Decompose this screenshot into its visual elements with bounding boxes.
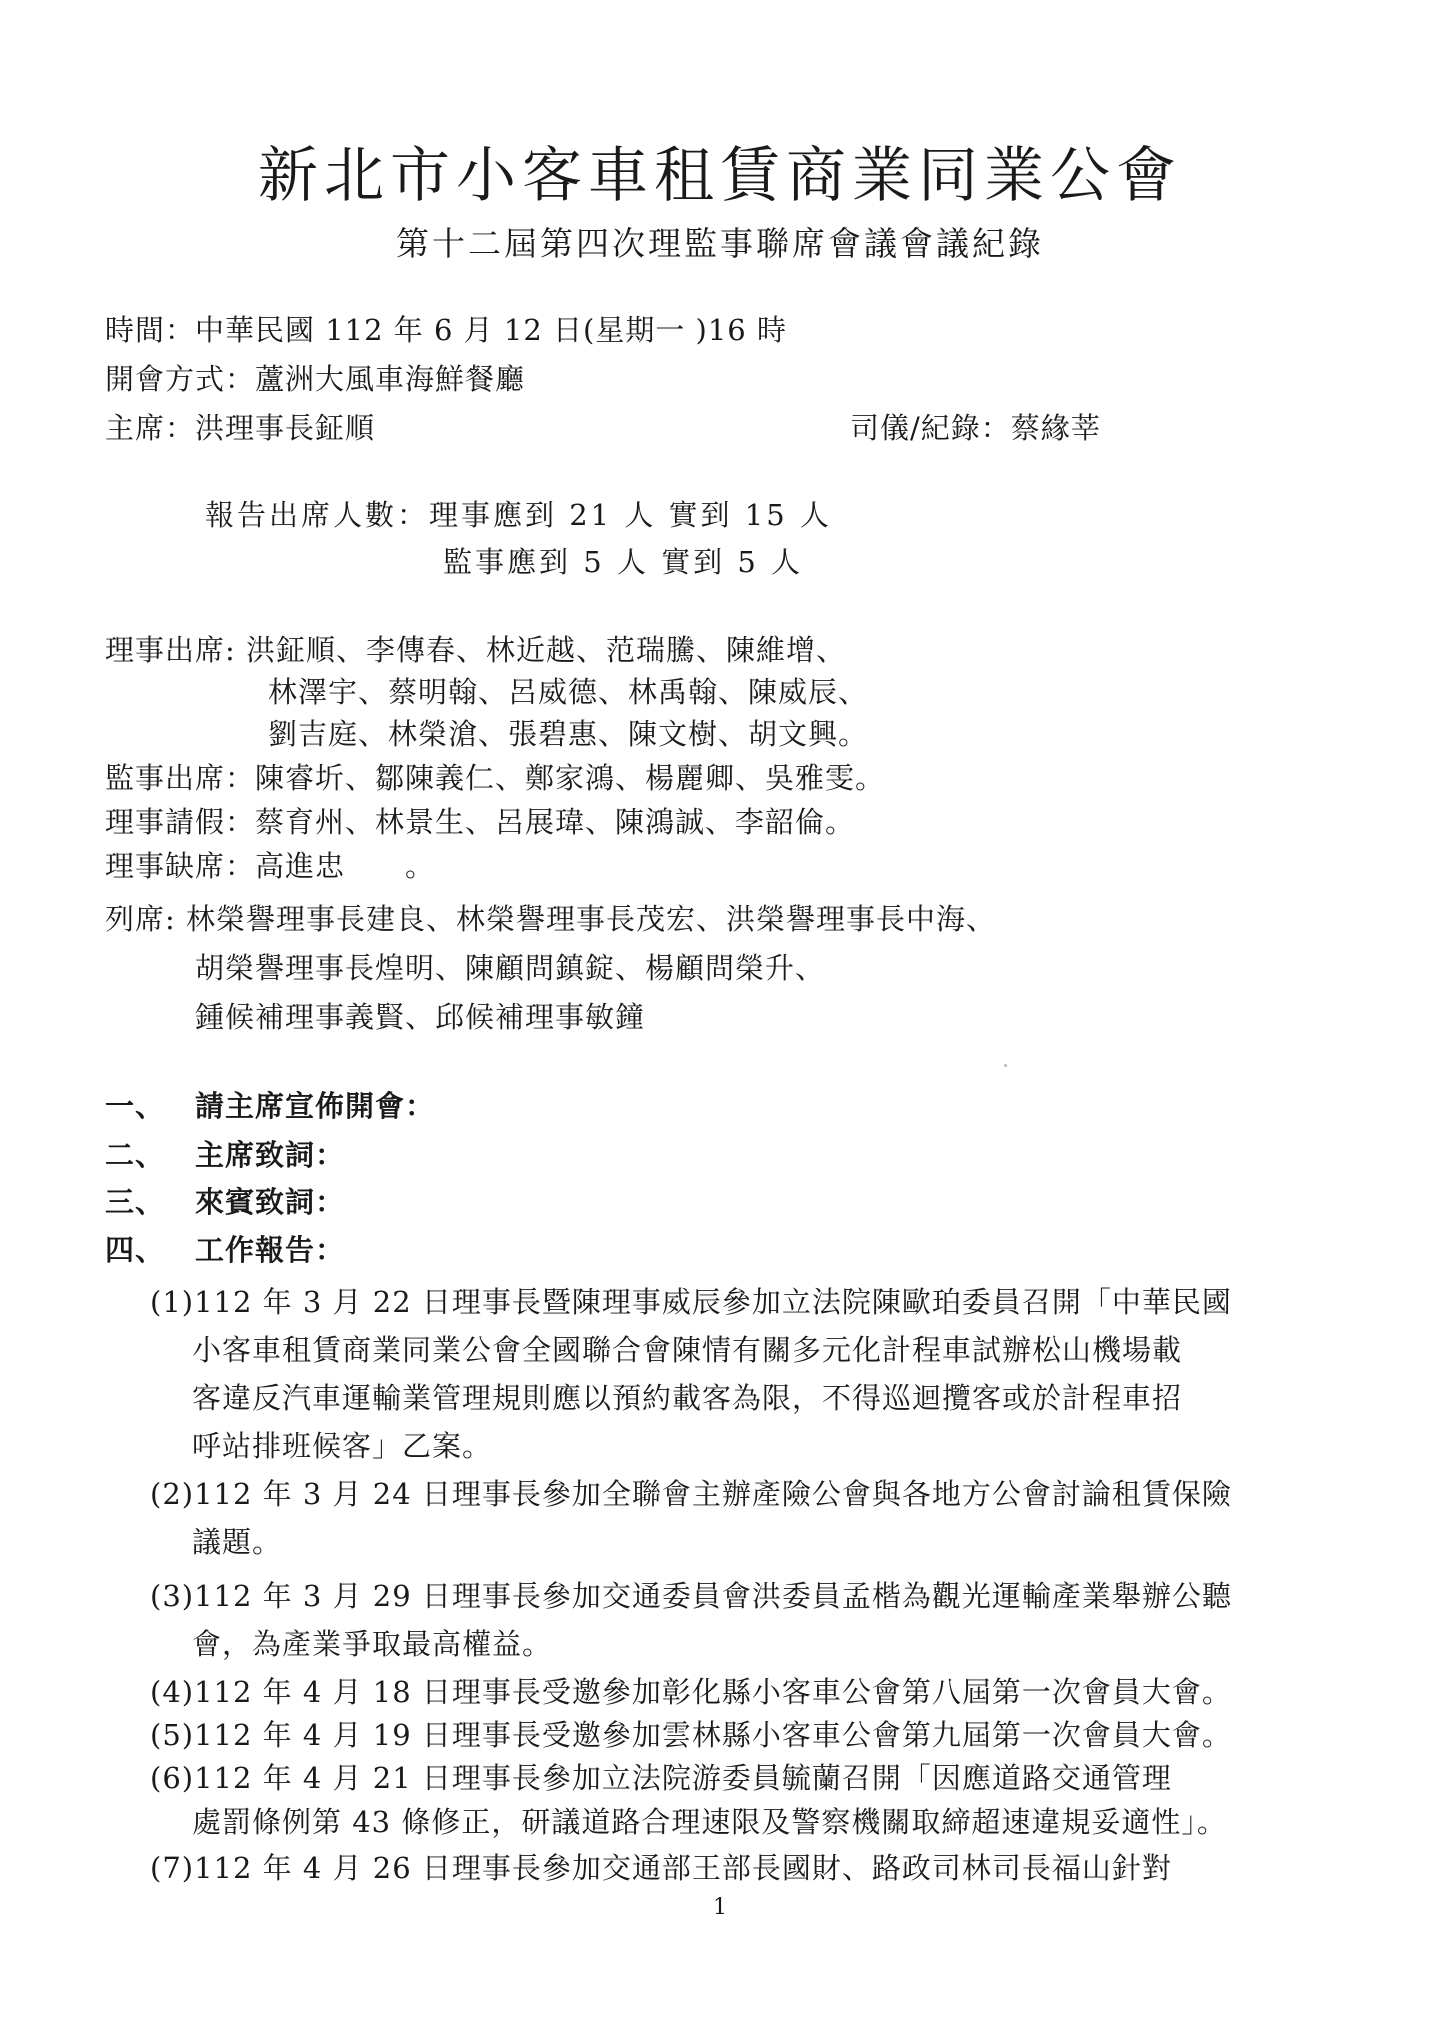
report-2-line-1: (2)112 年 3 月 24 日理事長參加全聯會主辦產險公會與各地方公會討論租賃保險 bbox=[150, 1477, 1232, 1511]
directors-leave: 理事請假：蔡育州、林景生、呂展瑋、陳鴻誠、李韶倫。 bbox=[105, 805, 856, 839]
agenda-heading: 來賓致詞： bbox=[195, 1185, 346, 1219]
report-1-line-3: 客違反汽車運輸業管理規則應以預約載客為限，不得巡迴攬客或於計程車招 bbox=[192, 1381, 1183, 1415]
guests-line-1: 列席: 林榮譽理事長建良、林榮譽理事長茂宏、洪榮譽理事長中海、 bbox=[105, 902, 996, 936]
directors-present-1: 理事出席: 洪鉦順、李傳春、林近越、范瑞騰、陳維增、 bbox=[105, 633, 846, 667]
directors-present-3: 劉吉庭、林榮滄、張碧惠、陳文樹、胡文興。 bbox=[268, 717, 869, 751]
agenda-number: 二、 bbox=[105, 1138, 166, 1172]
meeting-venue: 開會方式：蘆洲大風車海鮮餐廳 bbox=[105, 362, 526, 396]
agenda-heading: 請主席宣佈開會： bbox=[195, 1089, 436, 1123]
agenda-item bbox=[105, 1084, 435, 1125]
agenda-item bbox=[105, 1180, 345, 1221]
agenda-number: 三、 bbox=[105, 1185, 166, 1219]
directors-present-2: 林澤宇、蔡明翰、呂威德、林禹翰、陳威辰、 bbox=[268, 675, 869, 709]
report-3-line-1: (3)112 年 3 月 29 日理事長參加交通委員會洪委員孟楷為觀光運輸產業舉辦公聽 bbox=[150, 1579, 1232, 1613]
report-6-line-2: 處罰條例第 43 條修正，研議道路合理速限及警察機關取締超速違規妥適性」。 bbox=[192, 1805, 1227, 1839]
report-1-line-1: (1)112 年 3 月 22 日理事長暨陳理事威辰參加立法院陳歐珀委員召開「中華民國 bbox=[150, 1285, 1232, 1319]
agenda-item bbox=[105, 1133, 345, 1174]
supervisors-present: 監事出席：陳睿圻、鄒陳義仁、鄭家鴻、楊麗卿、吳雅雯。 bbox=[105, 761, 886, 795]
scan-speck bbox=[1004, 1064, 1007, 1067]
agenda-item bbox=[105, 1228, 345, 1269]
guests-line-3: 鍾候補理事義賢、邱候補理事敏鐘 bbox=[195, 1000, 646, 1034]
agenda-heading: 工作報告： bbox=[195, 1233, 346, 1267]
report-6-line-1: (6)112 年 4 月 21 日理事長參加立法院游委員毓蘭召開「因應道路交通管理 bbox=[150, 1761, 1172, 1795]
document-title: 新北市小客車租賃商業同業公會 bbox=[258, 141, 1182, 211]
page-number: 1 bbox=[713, 1895, 727, 1920]
chair-row bbox=[105, 406, 1305, 447]
report-1-line-2: 小客車租賃商業同業公會全國聯合會陳情有關多元化計程車試辦松山機場載 bbox=[192, 1333, 1183, 1367]
guests-line-2: 胡榮譽理事長煌明、陳顧問鎮錠、楊顧問榮升、 bbox=[195, 951, 826, 985]
report-5-line-1: (5)112 年 4 月 19 日理事長受邀參加雲林縣小客車公會第九屆第一次會員大會。 bbox=[150, 1718, 1232, 1752]
report-7-line-1: (7)112 年 4 月 26 日理事長參加交通部王部長國財、路政司林司長福山針對 bbox=[150, 1851, 1172, 1885]
attendance-supervisors: 監事應到 5 人 實到 5 人 bbox=[443, 545, 803, 579]
agenda-heading: 主席致詞： bbox=[195, 1138, 346, 1172]
report-2-line-2: 議題。 bbox=[192, 1525, 283, 1559]
meeting-chair: 主席：洪理事長鉦順 bbox=[105, 411, 376, 445]
meeting-time: 時間：中華民國 112 年 6 月 12 日(星期一 )16 時 bbox=[105, 313, 787, 347]
directors-absent: 理事缺席：高進忠 。 bbox=[105, 849, 436, 883]
meeting-recorder: 司儀/紀錄：蔡緣莘 bbox=[850, 411, 1101, 445]
report-1-line-4: 呼站排班候客」乙案。 bbox=[192, 1429, 493, 1463]
document-subtitle: 第十二屆第四次理監事聯席會議會議紀錄 bbox=[396, 224, 1044, 263]
attendance-directors: 報告出席人數：理事應到 21 人 實到 15 人 bbox=[205, 498, 832, 532]
report-4-line-1: (4)112 年 4 月 18 日理事長受邀參加彰化縣小客車公會第八屆第一次會員大會。 bbox=[150, 1675, 1232, 1709]
agenda-number: 四、 bbox=[105, 1233, 166, 1267]
agenda-number: 一、 bbox=[105, 1089, 166, 1123]
report-3-line-2: 會，為產業爭取最高權益。 bbox=[192, 1627, 553, 1661]
